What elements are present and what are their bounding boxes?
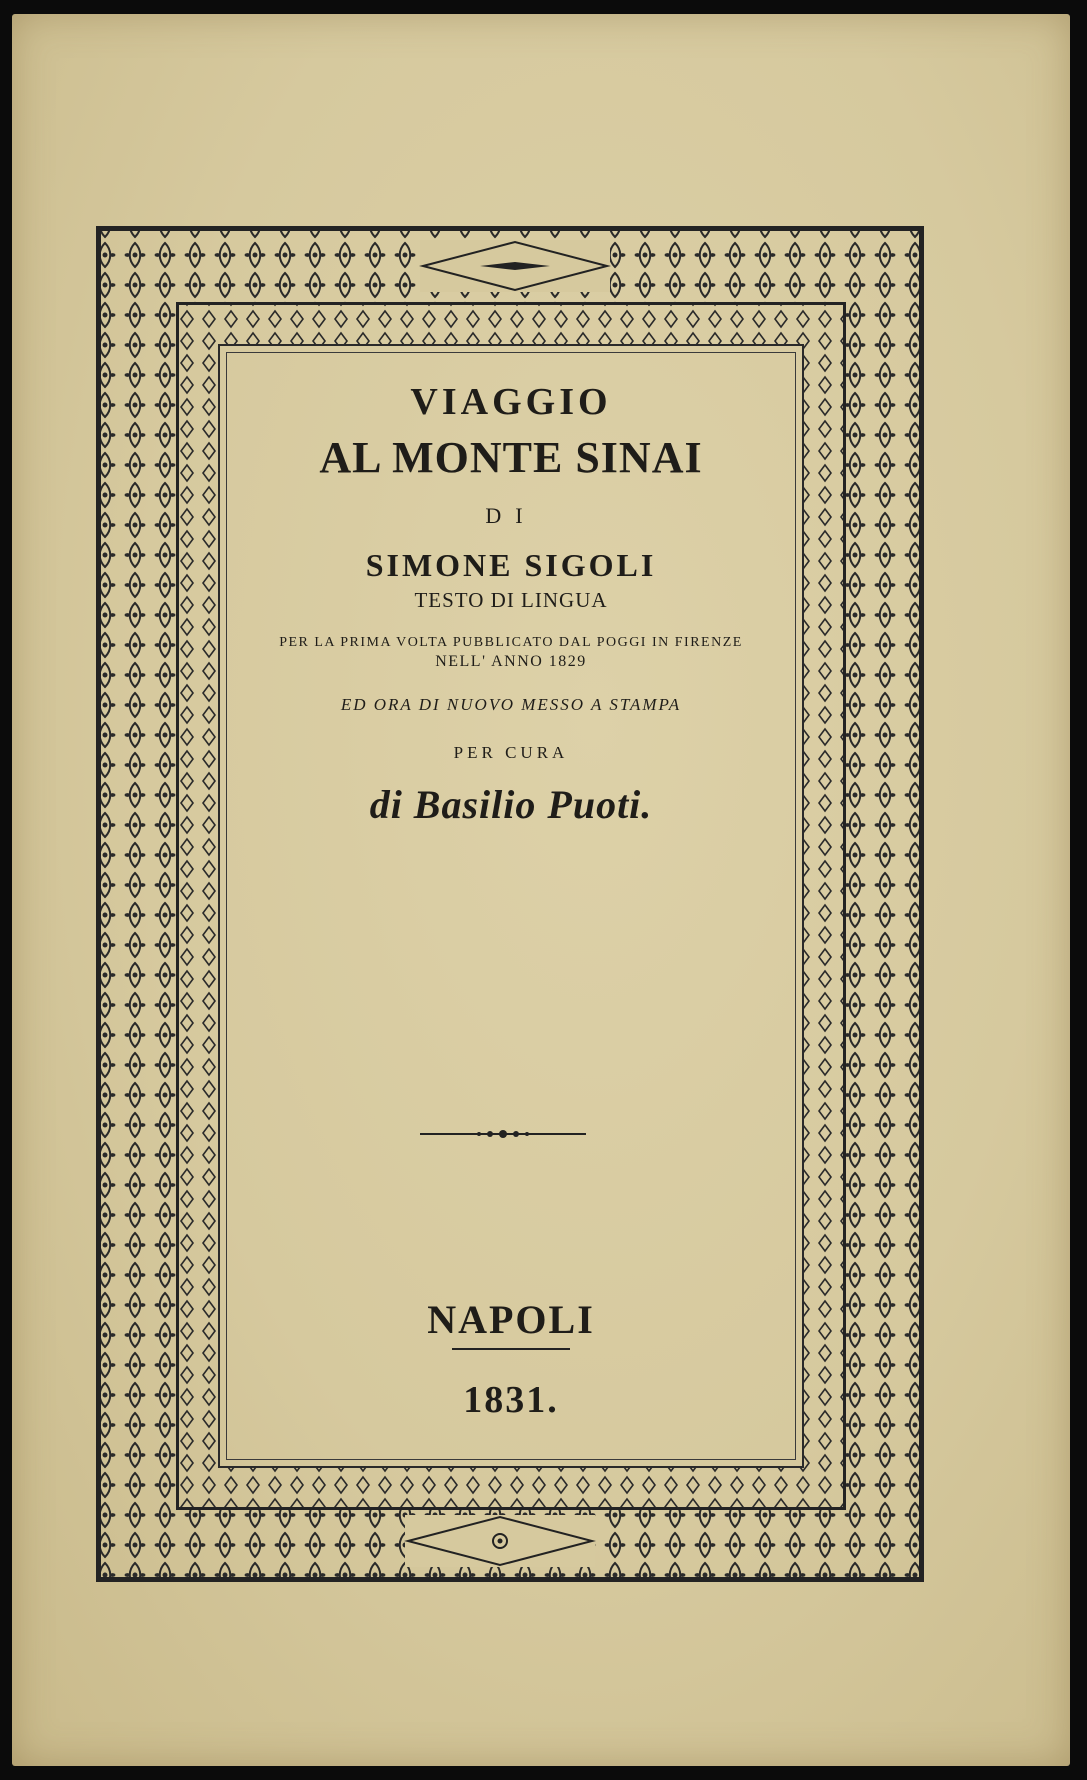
title-line-viaggio: VIAGGIO bbox=[410, 381, 612, 423]
publication-note: PER LA PRIMA VOLTA PUBBLICATO DAL POGGI IN FIRENZE bbox=[279, 635, 743, 650]
imprint-rule bbox=[452, 1348, 570, 1350]
title-block bbox=[226, 380, 796, 828]
imprint-year: 1831. bbox=[463, 1379, 559, 1421]
reprint-note: ED ORA DI NUOVO MESSO A STAMPA bbox=[340, 695, 682, 714]
editor-name: di Basilio Puoti. bbox=[369, 782, 653, 827]
publication-year-note: NELL' ANNO 1829 bbox=[435, 653, 587, 670]
title-line-di: DI bbox=[485, 503, 537, 528]
imprint-place: NAPOLI bbox=[427, 1297, 595, 1342]
flourish-separator-icon bbox=[418, 1127, 588, 1146]
per-cura: PER CURA bbox=[453, 743, 569, 762]
subtitle-testo: TESTO DI LINGUA bbox=[414, 588, 608, 612]
author-name: SIMONE SIGOLI bbox=[365, 547, 657, 583]
title-line-monte-sinai: AL MONTE SINAI bbox=[319, 433, 703, 482]
